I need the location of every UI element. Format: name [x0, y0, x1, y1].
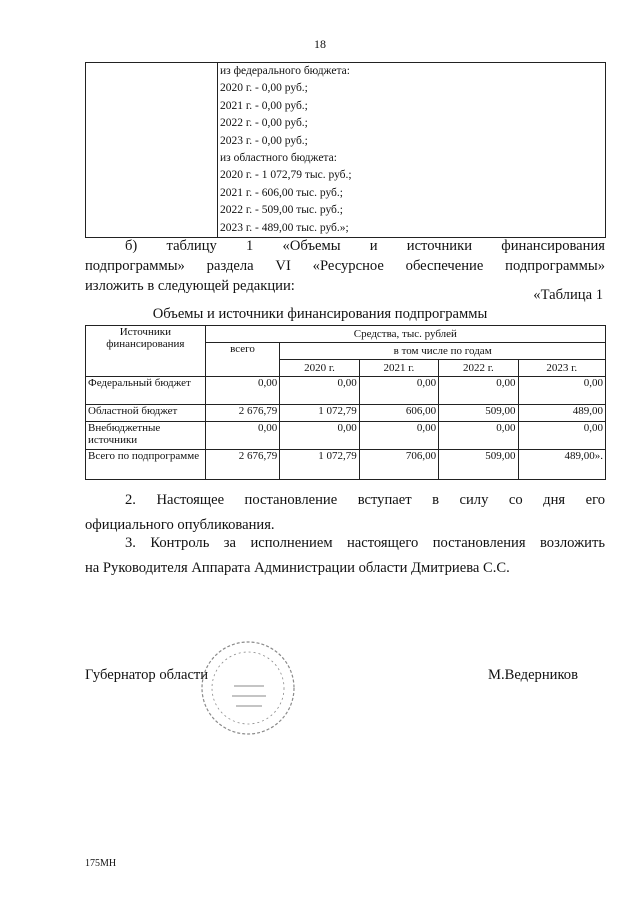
row-source: Всего по подпрограмме [86, 450, 206, 480]
paragraph-3-line: на Руководителя Аппарата Администрации области Дмитриева С.С. [85, 560, 510, 576]
row-source: Федеральный бюджет [86, 377, 206, 405]
table-row [86, 422, 606, 450]
cell-2021: 706,00 [359, 450, 438, 480]
budget-lines-cell [218, 63, 606, 238]
paragraph-3 [85, 531, 605, 581]
cell-2022: 509,00 [439, 405, 518, 422]
header-funds: Средства, тыс. рублей [205, 326, 605, 343]
stamp-lines [232, 686, 266, 706]
budget-line: 2020 г. - 1 072,79 тыс. руб.; [220, 169, 352, 182]
cell-total: 0,00 [205, 422, 280, 450]
cell-2020: 1 072,79 [280, 450, 359, 480]
empty-cell [86, 63, 218, 238]
header-year: 2020 г. [280, 360, 359, 377]
cell-2021: 0,00 [359, 422, 438, 450]
budget-line: 2022 г. - 0,00 руб.; [220, 117, 308, 130]
paragraph-b [85, 236, 605, 296]
cell-2021: 606,00 [359, 405, 438, 422]
budget-line: 2023 г. - 0,00 руб.; [220, 134, 308, 147]
budget-line: 2021 г. - 0,00 руб.; [220, 99, 308, 112]
budget-line: из федерального бюджета: [220, 65, 350, 77]
financing-table [85, 325, 606, 480]
table-title: Объемы и источники финансирования подпрограммы [152, 306, 488, 322]
cell-2022: 0,00 [439, 422, 518, 450]
stamp-outer-ring [202, 642, 294, 734]
paragraph-b-line: подпрограммы» раздела VI «Ресурсное обеспечение подпрограммы» [85, 258, 605, 274]
header-total: всего [205, 343, 280, 377]
cell-total: 2 676,79 [205, 405, 280, 422]
budget-line: 2022 г. - 509,00 тыс. руб.; [220, 204, 343, 217]
row-source: Внебюджетные источники [86, 422, 206, 450]
paragraph-3-line: 3. Контроль за исполнением настоящего постановления возложить [125, 535, 605, 551]
row-source: Областной бюджет [86, 405, 206, 422]
cell-2020: 0,00 [280, 377, 359, 405]
page-number: 18 [314, 37, 326, 51]
budget-line: 2021 г. - 606,00 тыс. руб.; [220, 186, 343, 199]
official-stamp [196, 630, 296, 740]
paragraph-2-line: 2. Настоящее постановление вступает в силу со дня его [125, 492, 605, 508]
header-year: 2022 г. [439, 360, 518, 377]
paragraph-b-line: б) таблицу 1 «Объемы и источники финансирования [125, 238, 605, 254]
header-year: 2021 г. [359, 360, 438, 377]
cell-2023: 489,00». [518, 450, 605, 480]
signature-position: Губернатор области [85, 667, 209, 683]
budget-line: 2020 г. - 0,00 руб.; [220, 82, 308, 95]
cell-2023: 0,00 [518, 377, 605, 405]
cell-2022: 0,00 [439, 377, 518, 405]
budget-line: 2023 г. - 489,00 тыс. руб.»; [220, 221, 349, 234]
cell-2021: 0,00 [359, 377, 438, 405]
budget-line: из областного бюджета: [220, 151, 337, 164]
budget-continuation-table [85, 62, 606, 238]
document-code: 175МН [85, 858, 117, 869]
cell-total: 2 676,79 [205, 450, 280, 480]
cell-2020: 1 072,79 [280, 405, 359, 422]
cell-2023: 0,00 [518, 422, 605, 450]
cell-2022: 509,00 [439, 450, 518, 480]
paragraph-2-line: официального опубликования. [85, 517, 275, 533]
header-sources: Источники финансирования [86, 326, 206, 377]
header-by-years: в том числе по годам [280, 343, 606, 360]
paragraph-b-line: изложить в следующей редакции: [85, 278, 295, 294]
cell-2020: 0,00 [280, 422, 359, 450]
table-row [86, 405, 606, 422]
table-caption: «Таблица 1 [533, 287, 603, 303]
table-row [86, 377, 606, 405]
header-year: 2023 г. [518, 360, 605, 377]
cell-total: 0,00 [205, 377, 280, 405]
stamp-inner-ring [212, 652, 284, 724]
cell-2023: 489,00 [518, 405, 605, 422]
signature-name: М.Ведерников [488, 667, 578, 683]
table-row [86, 450, 606, 480]
